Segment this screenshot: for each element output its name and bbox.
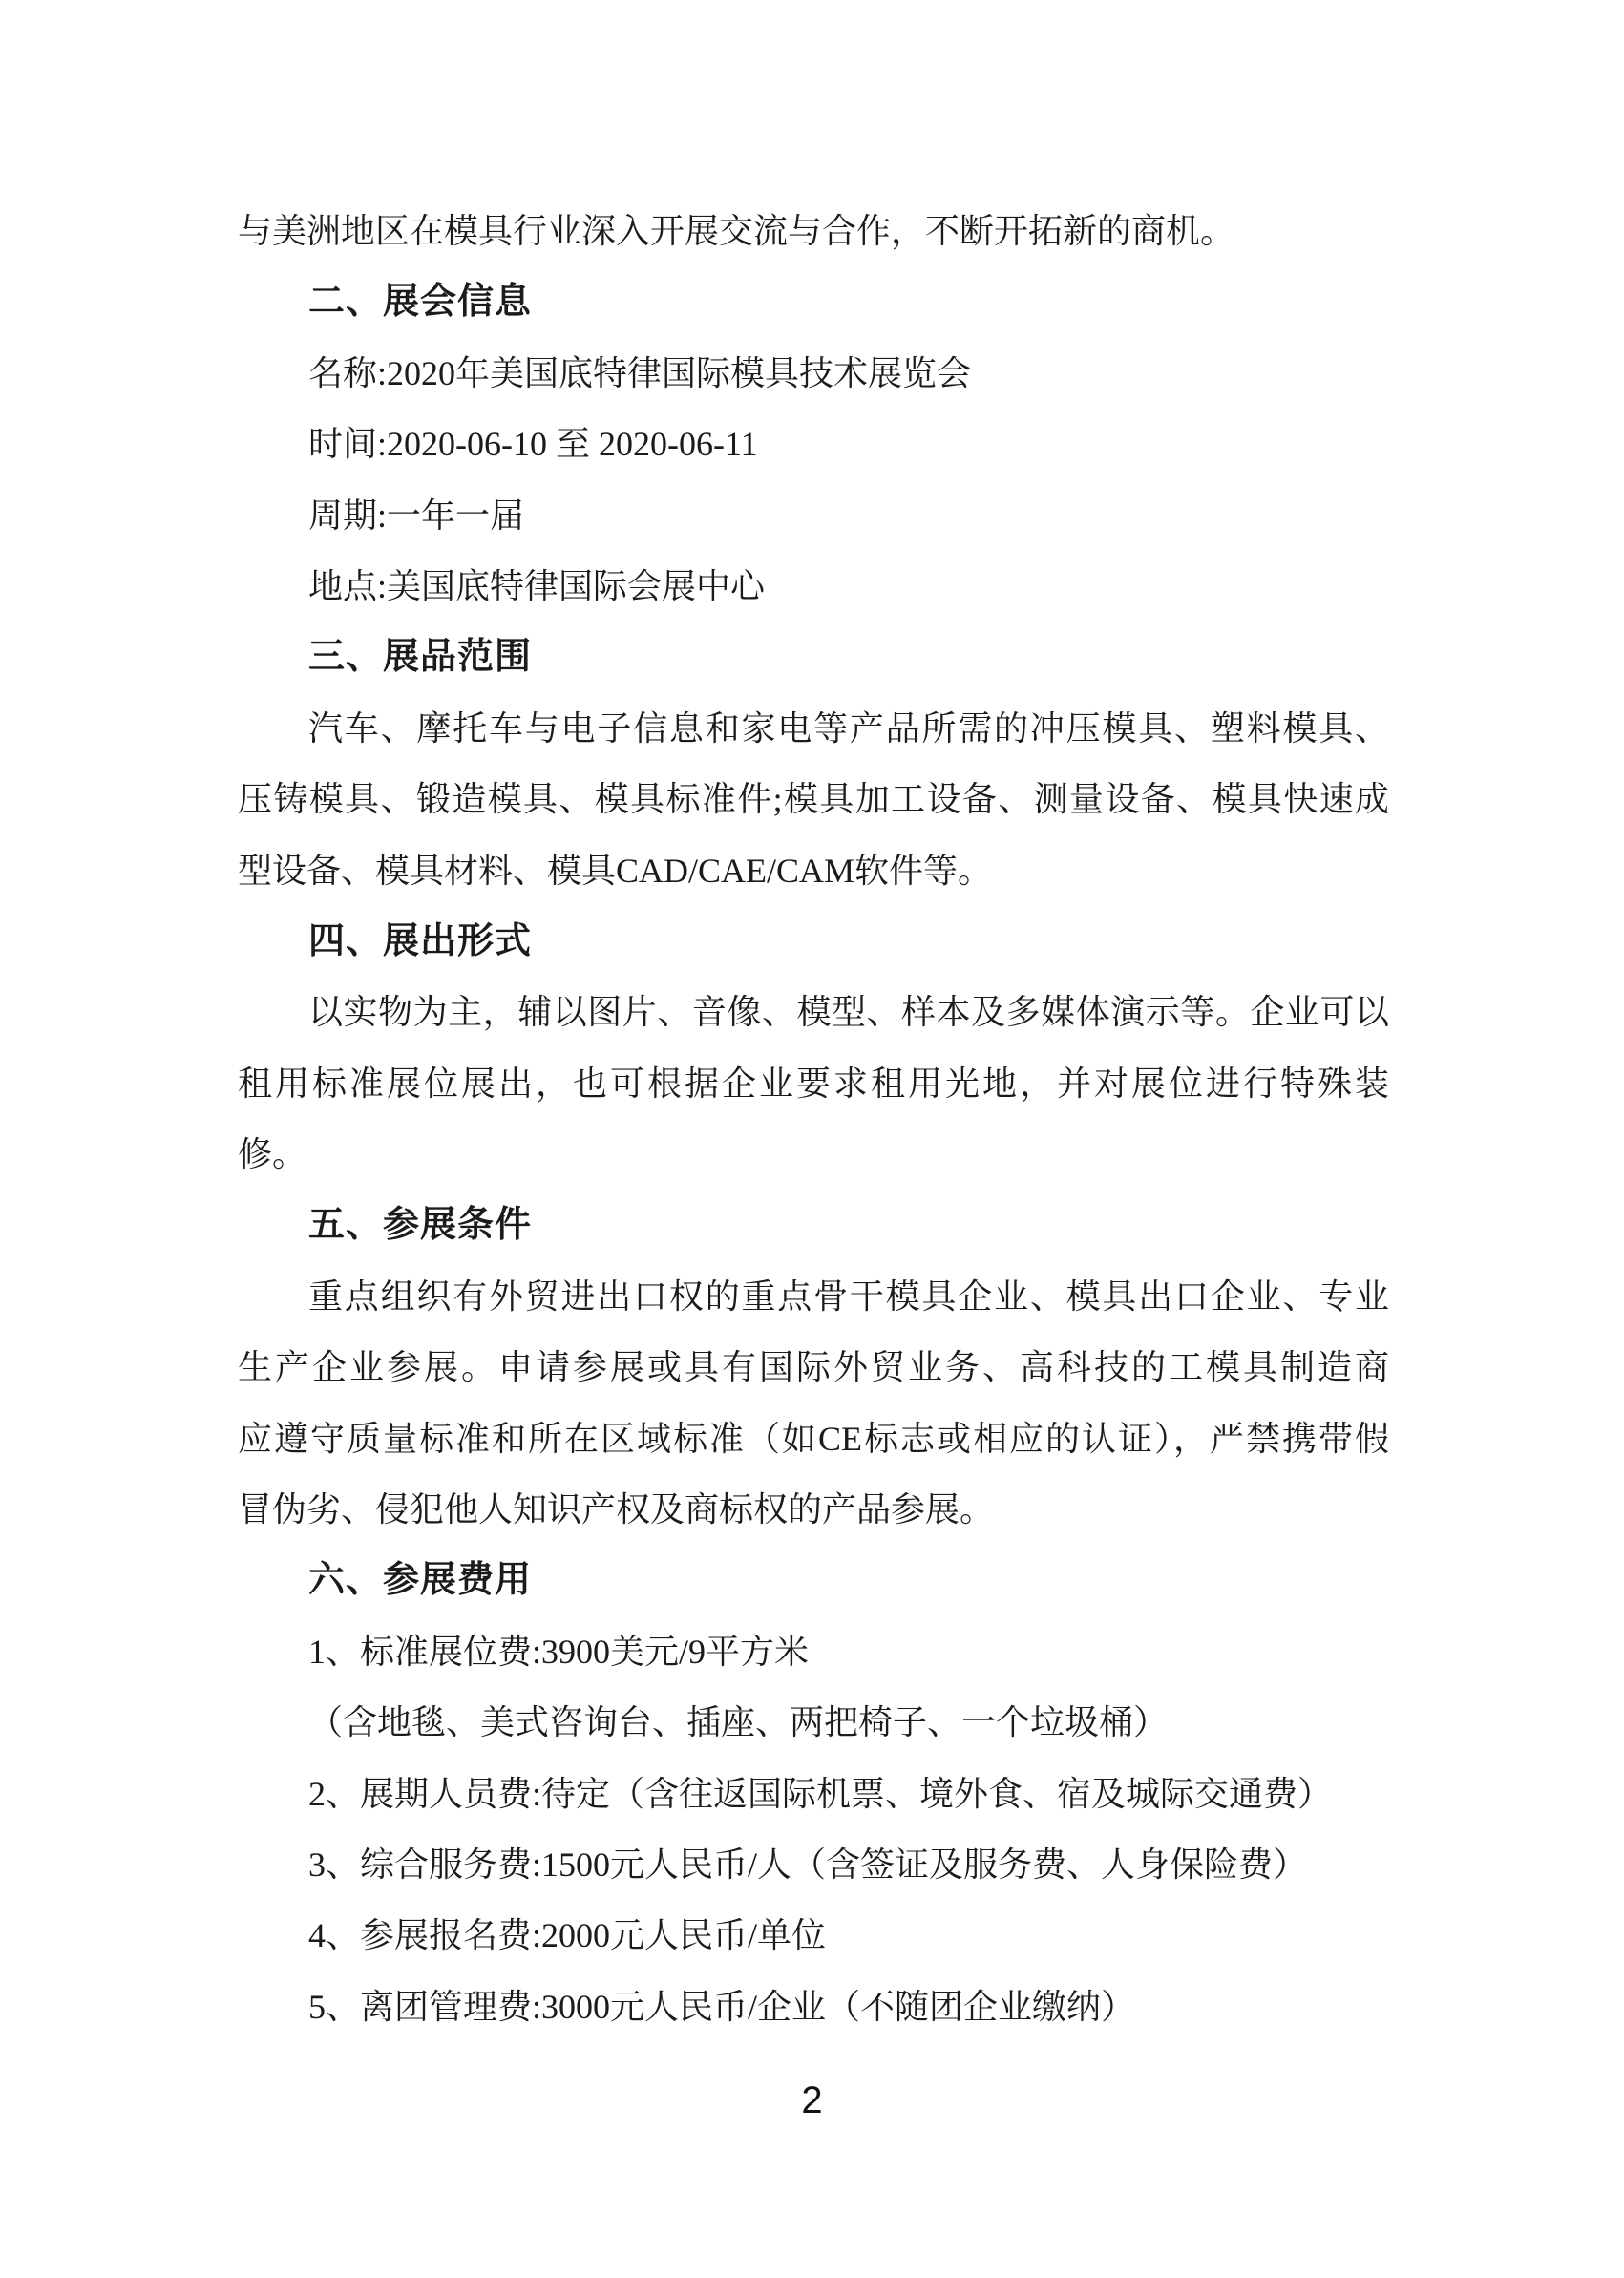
- fee-line-booth: 1、标准展位费:3900美元/9平方米: [308, 1632, 810, 1671]
- body-line: 型设备、模具材料、模具CAD/CAE/CAM软件等。: [238, 851, 993, 890]
- section-heading-participation-fees: 六、参展费用: [308, 1560, 533, 1601]
- info-line-name: 名称:2020年美国底特律国际模具技术展览会: [308, 353, 972, 392]
- section-heading-exhibition-info: 二、展会信息: [308, 282, 533, 323]
- body-line: 压铸模具、锻造模具、模具标准件;模具加工设备、测量设备、模具快速成: [238, 780, 1389, 819]
- body-line: 汽车、摩托车与电子信息和家电等产品所需的冲压模具、塑料模具、: [308, 708, 1389, 748]
- fee-line-registration: 4、参展报名费:2000元人民币/单位: [308, 1916, 827, 1955]
- section-heading-exhibit-format: 四、展出形式: [308, 920, 533, 961]
- body-line: 租用标准展位展出，也可根据企业要求租用光地，并对展位进行特殊装: [238, 1064, 1389, 1103]
- section-heading-exhibit-scope: 三、展品范围: [308, 637, 533, 678]
- body-line: 冒伪劣、侵犯他人知识产权及商标权的产品参展。: [238, 1490, 995, 1529]
- page-number: 2: [801, 2079, 823, 2121]
- fee-line-management: 5、离团管理费:3000元人民币/企业（不随团企业缴纳）: [308, 1987, 1136, 2026]
- fee-line-personnel: 2、展期人员费:待定（含往返国际机票、境外食、宿及城际交通费）: [308, 1774, 1333, 1813]
- body-line: 生产企业参展。申请参展或具有国际外贸业务、高科技的工模具制造商: [238, 1348, 1389, 1387]
- fee-line-booth-includes: （含地毯、美式咨询台、插座、两把椅子、一个垃圾桶）: [308, 1703, 1169, 1742]
- section-heading-participation-conditions: 五、参展条件: [308, 1205, 533, 1246]
- info-line-date: 时间:2020-06-10 至 2020-06-11: [308, 425, 758, 464]
- info-line-cycle: 周期:一年一届: [308, 496, 525, 535]
- body-line: 修。: [238, 1135, 307, 1174]
- body-line: 以实物为主，辅以图片、音像、模型、样本及多媒体演示等。企业可以: [308, 993, 1389, 1032]
- document-body: [238, 196, 1389, 2042]
- body-line: 重点组织有外贸进出口权的重点骨干模具企业、模具出口企业、专业: [308, 1276, 1389, 1316]
- body-line: 应遵守质量标准和所在区域标准（如CE标志或相应的认证），严禁携带假: [238, 1419, 1389, 1458]
- paragraph-continuation-line: 与美洲地区在模具行业深入开展交流与合作，不断开拓新的商机。: [238, 212, 1235, 250]
- fee-line-service: 3、综合服务费:1500元人民币/人（含签证及服务费、人身保险费）: [308, 1845, 1308, 1884]
- info-line-venue: 地点:美国底特律国际会展中心: [308, 566, 766, 605]
